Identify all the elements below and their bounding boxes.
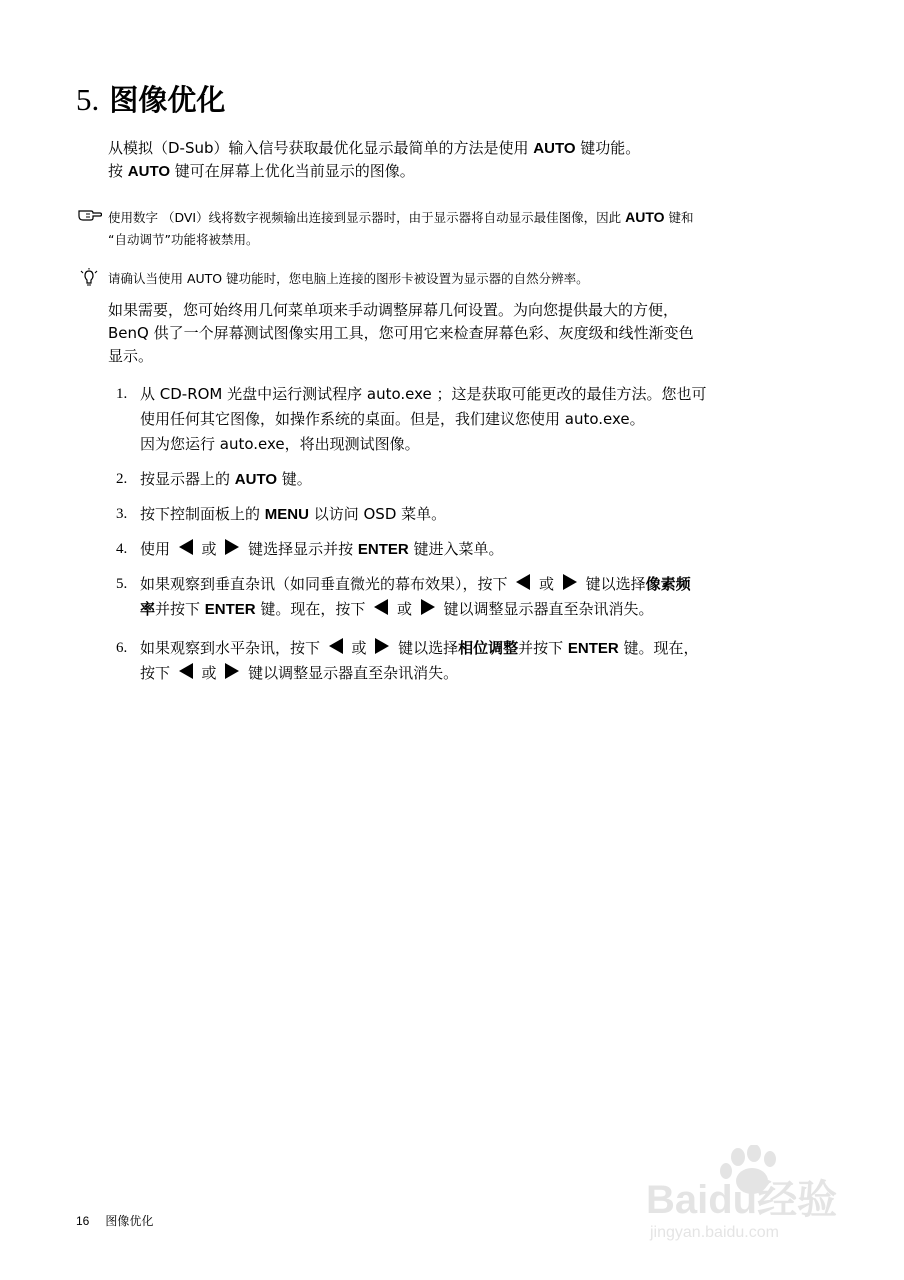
step-text: 键以选择: [580, 575, 646, 593]
step-5-line-2: [140, 597, 707, 622]
step-3-line: [140, 502, 707, 527]
intro-text: 从模拟（D-Sub）输入信号获取最优化显示最简单的方法是使用: [108, 139, 534, 157]
section-heading: [76, 82, 225, 118]
step-number: 3.: [116, 506, 128, 522]
step-text: 并按下: [518, 639, 568, 657]
note-dvi-line-1: [108, 206, 848, 229]
watermark-url: jingyan.baidu.com: [650, 1224, 779, 1241]
step-text: 或: [534, 575, 559, 593]
enter-key-label: ENTER: [567, 640, 619, 657]
step-number: 6.: [116, 640, 128, 656]
enter-key-label: ENTER: [357, 541, 409, 558]
step-text: 键。现在，: [618, 639, 699, 657]
step-4-line: [140, 537, 707, 562]
watermark-brand: Baidu经验: [646, 1178, 838, 1222]
step-text: 按下控制面板上的: [140, 505, 265, 523]
step-1-line-2: 使用任何其它图像，如操作系统的桌面。但是，我们建议您使用 auto.exe。: [140, 410, 645, 428]
intro-text: 键可在屏幕上优化当前显示的图像。: [170, 162, 415, 180]
clock-setting-label: 率: [140, 600, 156, 618]
step-text: 键以调整显示器直至杂讯消失。: [243, 664, 459, 682]
intro-paragraph: [108, 137, 640, 183]
left-arrow-icon: [516, 574, 530, 590]
clock-setting-label: 像素频: [645, 575, 691, 593]
step-number: 1.: [116, 386, 128, 402]
step-text: 键进入菜单。: [408, 540, 504, 558]
step-text: 键以调整显示器直至杂讯消失。: [438, 600, 654, 618]
step-item-6: [116, 636, 707, 686]
step-item-2: [116, 467, 707, 492]
note-text: 键和: [664, 210, 694, 225]
pointing-hand-icon: [78, 206, 102, 228]
para-line-2: BenQ 供了一个屏幕测试图像实用工具，您可用它来检查屏幕色彩、灰度级和线性渐变色: [108, 324, 694, 342]
lightbulb-icon: [78, 268, 100, 295]
auto-key-label: AUTO: [127, 163, 171, 180]
para-line-1: 如果需要，您可始终用几何菜单项来手动调整屏幕几何设置。为向您提供最大的方便，: [108, 301, 679, 319]
step-number: 4.: [116, 541, 128, 557]
left-arrow-icon: [329, 638, 343, 654]
tip-text: 请确认当使用 AUTO 键功能时，您电脑上连接的图形卡被设置为显示器的自然分辨率。: [108, 271, 589, 286]
right-arrow-icon: [563, 574, 577, 590]
step-text: 并按下: [155, 600, 205, 618]
step-text: 以访问 OSD 菜单。: [308, 505, 447, 523]
step-text: 如果观察到垂直杂讯（如同垂直微光的幕布效果），按下: [140, 575, 513, 593]
step-text: 键选择显示并按: [243, 540, 358, 558]
left-arrow-icon: [179, 663, 193, 679]
page-number: 16: [76, 1214, 90, 1228]
intro-line-1: [108, 137, 640, 160]
step-item-3: [116, 502, 707, 527]
step-number: 2.: [116, 471, 128, 487]
step-item-1: [116, 382, 707, 457]
note-dvi-line-2: “自动调节”功能将被禁用。: [108, 232, 259, 247]
para-line-3: 显示。: [108, 347, 154, 365]
step-5-line-1: [140, 572, 707, 597]
auto-key-label: AUTO: [533, 140, 576, 157]
intro-text: 按: [108, 162, 128, 180]
left-arrow-icon: [374, 599, 388, 615]
body-paragraph: [108, 299, 694, 368]
right-arrow-icon: [421, 599, 435, 615]
right-arrow-icon: [225, 663, 239, 679]
note-text: 使用数字 （DVI）线将数字视频输出连接到显示器时，由于显示器将自动显示最佳图像，因此: [108, 210, 626, 225]
step-text: 键以选择: [393, 639, 459, 657]
auto-key-label: AUTO: [234, 471, 278, 488]
auto-key-label: AUTO: [625, 209, 665, 225]
right-arrow-icon: [375, 638, 389, 654]
step-text: 或: [196, 664, 222, 682]
step-text: 按显示器上的: [140, 470, 235, 488]
step-6-line-1: [140, 636, 707, 661]
step-text: 或: [196, 540, 222, 558]
step-2-line: [140, 467, 707, 492]
step-1-line-3: 因为您运行 auto.exe，将出现测试图像。: [140, 435, 420, 453]
left-arrow-icon: [179, 539, 193, 555]
right-arrow-icon: [225, 539, 239, 555]
baidu-watermark: [640, 1145, 860, 1245]
footer-section-title: 图像优化: [105, 1214, 154, 1228]
step-text: 按下: [140, 664, 175, 682]
page-footer: [76, 1212, 153, 1229]
phase-setting-label: 相位调整: [458, 639, 519, 657]
section-number: 5.: [76, 82, 100, 117]
step-text: 或: [346, 639, 372, 657]
section-title: 图像优化: [109, 83, 226, 117]
step-item-5: [116, 572, 707, 622]
enter-key-label: ENTER: [204, 601, 256, 618]
intro-text: 键功能。: [575, 139, 641, 157]
step-text: 键。: [277, 470, 312, 488]
step-text: 键。现在，按下: [255, 600, 371, 618]
intro-line-2: [108, 160, 640, 183]
menu-key-label: MENU: [264, 506, 309, 523]
step-text: 使用: [140, 540, 175, 558]
paw-logo-icon: [640, 1145, 860, 1245]
step-1-line-1: 从 CD-ROM 光盘中运行测试程序 auto.exe ；这是获取可能更改的最佳方法。您也可: [140, 385, 707, 403]
step-6-line-2: [140, 661, 707, 686]
step-item-4: [116, 537, 707, 562]
step-text: 或: [392, 600, 417, 618]
step-number: 5.: [116, 576, 128, 592]
step-list: [116, 382, 707, 686]
step-text: 如果观察到水平杂讯，按下: [140, 639, 325, 657]
